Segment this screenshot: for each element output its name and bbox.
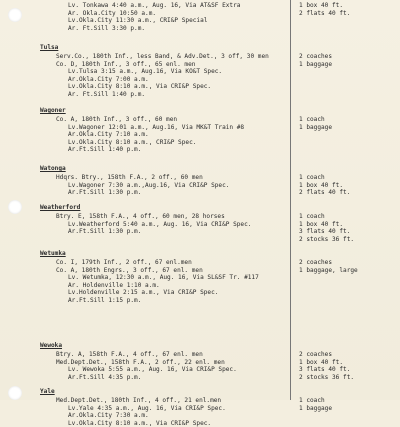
place-name: Weatherford — [40, 204, 81, 211]
equipment-text: 1 baggage, large — [299, 266, 358, 274]
column-divider — [290, 0, 291, 400]
schedule-detail-text: Ar.Ft.Sill 1:15 p.m. — [68, 296, 142, 304]
unit-text: Btry. A, 158th F.A., 4 off., 67 enl. men — [56, 351, 203, 358]
schedule-detail-text: Ar.Okla.City 7:10 a.m. — [68, 131, 149, 138]
schedule-detail-text: Lv.Holdenville 2:15 a.m., Via CRI&P Spec. — [68, 289, 219, 296]
schedule-detail-text: Lv.Wagoner 7:30 a.m.,Aug.16, Via CRI&P Spec. — [68, 181, 230, 189]
schedule-detail-text: Lv. Tonkawa 4:40 a.m., Aug. 16, Via AT&SF Extra — [68, 2, 241, 9]
equipment-text: 1 coach — [299, 397, 325, 404]
equipment-text: 1 coach — [299, 213, 325, 220]
schedule-detail-text: Ar.Ft.Sill 1:30 p.m. — [68, 189, 142, 196]
unit-text: Serv.Co., 180th Inf., less Band, & Adv.Det., 3 off, 30 men — [56, 53, 269, 60]
equipment-text: 1 baggage — [299, 404, 333, 412]
schedule-detail-text: Lv.Tulsa 3:15 a.m., Aug.16, Via KO&T Spec. — [68, 68, 223, 75]
place-name: Tulsa — [40, 44, 59, 51]
unit-text: Med.Dept.Det., 158th F.A., 2 off., 22 enl. men — [56, 358, 225, 366]
equipment-text: 2 stocks 36 ft. — [299, 235, 355, 243]
unit-text: Co. A, 180th Inf., 3 off., 60 men — [56, 116, 178, 123]
schedule-detail-text: Ar.Okla.City 7:00 a.m. — [68, 75, 149, 83]
equipment-text: 2 flats 40 ft. — [299, 189, 351, 196]
equipment-text: 2 coaches — [299, 53, 333, 60]
punch-hole-top — [8, 8, 22, 22]
equipment-text: 2 coaches — [299, 351, 333, 358]
schedule-detail-text: Lv.Okla.City 8:10 a.m., CRI&P Spec. — [68, 138, 197, 146]
schedule-detail-text: Lv.Okla.City 8:10 a.m., Via CRI&P Spec. — [68, 419, 212, 427]
punch-hole-middle — [8, 200, 22, 214]
equipment-text: 1 baggage — [299, 123, 333, 131]
equipment-text: 1 coach — [299, 116, 325, 123]
equipment-text: 3 flats 40 ft. — [299, 366, 351, 373]
equipment-text: 2 stocks 36 ft. — [299, 373, 355, 381]
unit-text: Hdqrs. Btry., 158th F.A., 2 off., 60 men — [56, 174, 203, 181]
equipment-text: 1 box 40 ft. — [299, 181, 344, 189]
place-name: Wewoka — [40, 342, 63, 349]
place-name: Yale — [40, 388, 55, 395]
punch-hole-bottom — [8, 386, 22, 400]
place-name: Wagoner — [40, 107, 66, 114]
schedule-detail-text: Lv.Weatherford 5:40 a.m., Aug. 16, Via CRI&P Spec. — [68, 220, 252, 228]
equipment-text: 1 box 40 ft. — [299, 220, 344, 228]
schedule-detail-text: Lv.Yale 4:35 a.m., Aug. 16, Via CRI&P Spec. — [68, 404, 226, 412]
schedule-detail-text: Ar.Ft.Sill 1:40 p.m. — [68, 146, 142, 153]
equipment-text: 3 flats 40 ft. — [299, 228, 351, 235]
schedule-detail-text: Ar. Ft.Sill 1:40 p.m. — [68, 90, 146, 98]
schedule-detail-text: Ar.Okla.City 7:30 a.m. — [68, 412, 149, 419]
equipment-text: 2 coaches — [299, 259, 333, 266]
schedule-detail-text: Ar. Okla.City 10:50 a.m. — [68, 9, 157, 17]
schedule-detail-text: Lv. Wetumka, 12:30 a.m., Aug. 16, Via SL&SF Tr. #117 — [68, 274, 259, 281]
unit-text: Btry. E, 158th F.A., 4 off., 60 men, 28 horses — [56, 213, 225, 220]
unit-text: Co. D, 180th Inf., 3 off., 65 enl. men — [56, 60, 196, 68]
schedule-detail-text: Lv.Okla.City 11:30 a.m., CRI&P Special — [68, 17, 208, 24]
schedule-detail-text: Lv.Wagoner 12:01 a.m., Aug.16, Via MK&T Train #8 — [68, 123, 245, 131]
schedule-detail-text: Ar. Holdenville 1:10 a.m. — [68, 281, 160, 289]
schedule-detail-text: Ar.Ft.Sill 4:35 p.m. — [68, 373, 142, 381]
schedule-detail-text: Ar.Ft.Sill 1:30 p.m. — [68, 228, 142, 235]
equipment-text: 1 coach — [299, 174, 325, 181]
unit-text: Med.Dept.Det., 180th Inf., 4 off., 21 enl.men — [56, 397, 222, 404]
schedule-detail-text: Lv.Okla.City 8:10 a.m., Via CRI&P Spec. — [68, 83, 212, 90]
place-name: Wetumka — [40, 250, 66, 257]
equipment-text: 2 flats 40 ft. — [299, 9, 351, 17]
schedule-detail-text: Lv. Wewoka 5:55 a.m., Aug. 16, Via CRI&P Spec. — [68, 366, 237, 373]
schedule-detail-text: Ar. Ft.Sill 3:30 p.m. — [68, 24, 146, 32]
equipment-text: 1 baggage — [299, 60, 333, 68]
place-name: Watonga — [40, 165, 66, 172]
equipment-text: 1 box 40 ft. — [299, 358, 344, 366]
unit-text: Co. I, 179th Inf., 2 off., 67 enl.men — [56, 259, 192, 266]
unit-text: Co. A, 180th Engrs., 3 off., 67 enl. men — [56, 266, 203, 274]
equipment-text: 1 box 40 ft. — [299, 2, 344, 9]
